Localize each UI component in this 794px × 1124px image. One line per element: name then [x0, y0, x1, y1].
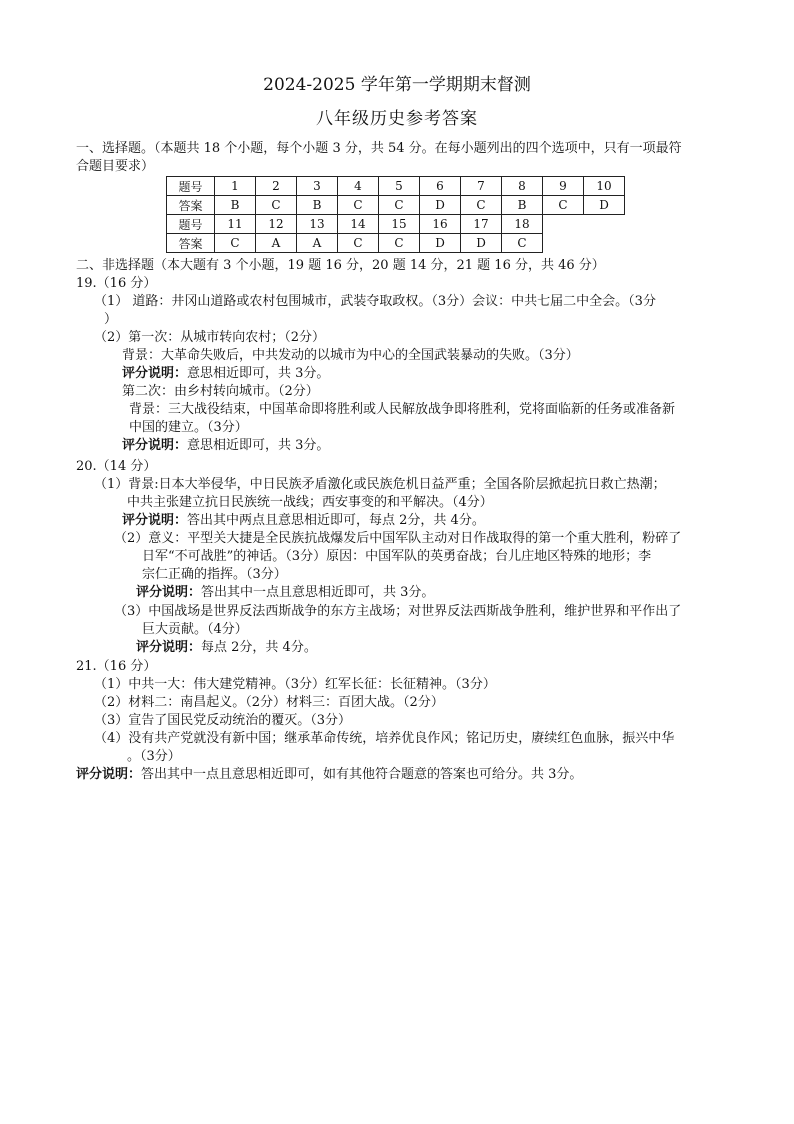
- table-cell: 3: [297, 177, 338, 196]
- scoring-text: 每点 2分，共 4分。: [201, 640, 317, 655]
- table-cell: 9: [543, 177, 584, 196]
- scoring-label: 评分说明：: [122, 366, 188, 381]
- table-cell: D: [584, 196, 625, 215]
- table-cell: 11: [215, 215, 256, 234]
- table-cell: 12: [256, 215, 297, 234]
- q21-heading: 21.（16 分）: [76, 659, 157, 674]
- table-cell: C: [338, 196, 379, 215]
- scoring-label: 评分说明：: [136, 585, 202, 600]
- q19-scoring-note: [122, 437, 329, 455]
- q20-line: （3）中国战场是世界反法西斯战争的东方主战场；对世界反法西斯战争胜利，维护世界和平作出了: [114, 604, 682, 619]
- empty-cell: [543, 234, 584, 253]
- q21-line: （1）中共一大：伟大建党精神。（3分）红军长征：长征精神。（3分）: [94, 677, 496, 692]
- row-label: 答案: [167, 234, 215, 253]
- q19-line: （1） 道路：井冈山道路或农村包围城市，武装夺取政权。（3分）会议：中共七届二中全会。（3分: [94, 294, 656, 309]
- table-cell: C: [543, 196, 584, 215]
- table-cell: 1: [215, 177, 256, 196]
- q19-line: 背景：大革命失败后，中共发动的以城市为中心的全国武装暴动的失败。（3分）: [122, 348, 579, 363]
- q20-scoring-note: [122, 512, 485, 530]
- section2-heading: 二、非选择题（本大题有 3 个小题，19 题 16 分，20 题 14 分，21 题 16 分，共 46 分）: [76, 258, 605, 273]
- q20-scoring-note: [136, 584, 434, 602]
- answer-table: [166, 176, 625, 253]
- table-cell: 15: [379, 215, 420, 234]
- table-cell: 14: [338, 215, 379, 234]
- table-cell: 16: [420, 215, 461, 234]
- table-cell: A: [256, 234, 297, 253]
- table-cell: 2: [256, 177, 297, 196]
- q20-line: 中共主张建立抗日民族统一战线；西安事变的和平解决。（4分）: [127, 495, 493, 510]
- q21-scoring-note: [76, 766, 582, 784]
- scoring-text: 意思相近即可，共 3分。: [187, 438, 330, 453]
- table-cell: B: [297, 196, 338, 215]
- row-label: 题号: [167, 177, 215, 196]
- q19-scoring-note: [122, 365, 329, 383]
- q19-line: 背景：三大战役结束，中国革命即将胜利或人民解放战争即将胜利，党将面临新的任务或准备新: [129, 402, 676, 417]
- q20-scoring-note: [136, 639, 317, 657]
- scoring-text: 答出其中一点且意思相近即可，如有其他符合题意的答案也可给分。共 3分。: [141, 767, 583, 782]
- table-cell: 17: [461, 215, 502, 234]
- table-row: [167, 196, 625, 215]
- empty-cell: [543, 215, 584, 234]
- scoring-label: 评分说明：: [122, 513, 188, 528]
- table-cell: C: [256, 196, 297, 215]
- q20-line: 宗仁正确的指挥。（3分）: [142, 567, 287, 582]
- table-cell: B: [215, 196, 256, 215]
- table-cell: D: [420, 234, 461, 253]
- q19-line: （2）第一次：从城市转向农村；（2分）: [94, 330, 326, 345]
- table-cell: C: [502, 234, 543, 253]
- table-cell: 8: [502, 177, 543, 196]
- scoring-text: 答出其中一点且意思相近即可，共 3分。: [201, 585, 435, 600]
- table-cell: C: [379, 196, 420, 215]
- row-label: 题号: [167, 215, 215, 234]
- table-cell: 7: [461, 177, 502, 196]
- page-title: 2024-2025 学年第一学期期末督测: [263, 75, 531, 95]
- q21-line: （3）宣告了国民党反动统治的覆灭。（3分）: [94, 713, 352, 728]
- table-cell: 4: [338, 177, 379, 196]
- q19-line: 第二次：由乡村转向城市。（2分）: [122, 384, 319, 399]
- scoring-label: 评分说明：: [76, 767, 142, 782]
- table-cell: 13: [297, 215, 338, 234]
- q19-line: ）: [104, 312, 118, 327]
- section1-heading: 一、选择题。（本题共 18 个小题，每个小题 3 分，共 54 分。在每小题列出的四个选项中，只有一项最符: [76, 141, 682, 156]
- scoring-label: 评分说明：: [136, 640, 202, 655]
- q21-line: 。（3分）: [127, 749, 181, 764]
- q20-line: 巨大贡献。（4分）: [142, 622, 248, 637]
- scoring-text: 意思相近即可，共 3分。: [187, 366, 330, 381]
- q21-line: （4）没有共产党就没有新中国；继承革命传统，培养优良作风；铭记历史，赓续红色血脉，振兴中华: [94, 731, 675, 746]
- table-cell: D: [461, 234, 502, 253]
- scoring-text: 答出其中两点且意思相近即可，每点 2分，共 4分。: [187, 513, 485, 528]
- table-cell: C: [338, 234, 379, 253]
- table-row: [167, 177, 625, 196]
- table-cell: 18: [502, 215, 543, 234]
- empty-cell: [584, 234, 625, 253]
- page-subtitle: 八年级历史参考答案: [316, 109, 478, 129]
- table-cell: 5: [379, 177, 420, 196]
- q19-line: 中国的建立。（3分）: [129, 420, 248, 435]
- table-cell: C: [215, 234, 256, 253]
- q20-heading: 20.（14 分）: [76, 459, 157, 474]
- q21-line: （2）材料二：南昌起义。（2分）材料三：百团大战。（2分）: [94, 695, 444, 710]
- q19-heading: 19.（16 分）: [76, 276, 157, 291]
- table-row: [167, 215, 625, 234]
- q20-line: 日军“不可战胜”的神话。（3分）原因：中国军队的英勇奋战；台儿庄地区特殊的地形；李: [142, 549, 652, 564]
- table-cell: 10: [584, 177, 625, 196]
- row-label: 答案: [167, 196, 215, 215]
- table-cell: D: [420, 196, 461, 215]
- table-cell: A: [297, 234, 338, 253]
- table-row: [167, 234, 625, 253]
- scoring-label: 评分说明：: [122, 438, 188, 453]
- empty-cell: [584, 215, 625, 234]
- table-cell: 6: [420, 177, 461, 196]
- table-cell: C: [461, 196, 502, 215]
- table-cell: C: [379, 234, 420, 253]
- table-cell: B: [502, 196, 543, 215]
- section1-heading-cont: 合题目要求）: [76, 159, 155, 174]
- q20-line: （2）意义：平型关大捷是全民族抗战爆发后中国军队主动对日作战取得的第一个重大胜利，粉碎了: [114, 531, 682, 546]
- q20-line: （1）背景:日本大举侵华，中日民族矛盾激化或民族危机日益严重；全国各阶层掀起抗日救亡热潮；: [94, 477, 666, 492]
